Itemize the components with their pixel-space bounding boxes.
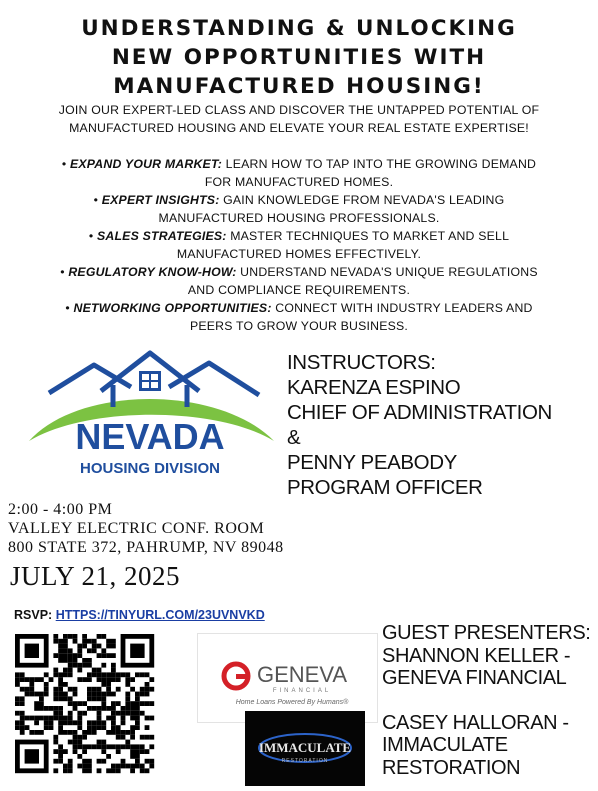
house-icon	[19, 345, 281, 490]
flyer-title	[0, 14, 598, 101]
title-line-2: NEW OPPORTUNITIES WITH	[111, 45, 487, 70]
logo-name: NEVADA	[75, 416, 225, 457]
geneva-sub: FINANCIAL	[272, 688, 332, 694]
bullet-text: CONNECT WITH INDUSTRY LEADERS AND	[275, 301, 533, 315]
rsvp-label: RSVP:	[14, 608, 53, 622]
qr-code[interactable]	[5, 628, 165, 780]
event-details	[8, 500, 284, 557]
bullet-text-cont: MANUFACTURED HOMES EFFECTIVELY.	[176, 247, 422, 261]
guest-line: RESTORATION	[382, 756, 521, 779]
nevada-housing-logo	[19, 345, 281, 490]
bullet-heading: SALES STRATEGIES:	[96, 229, 227, 243]
geneva-logo-icon	[198, 634, 377, 722]
bullet-text-cont: PEERS TO GROW YOUR BUSINESS.	[189, 319, 409, 333]
bullet-heading: EXPERT INSIGHTS:	[101, 193, 220, 207]
immaculate-logo-icon	[245, 711, 365, 786]
event-venue: VALLEY ELECTRIC CONF. ROOM	[8, 520, 265, 537]
immaculate-name: IMMACULATE	[258, 740, 352, 755]
bullet-item: • EXPAND YOUR MARKET: LEARN HOW TO TAP INTO THE GROWING DEMAND FOR MANUFACTURED HOMES.	[20, 155, 578, 191]
title-line-3: MANUFACTURED HOUSING!	[113, 74, 485, 99]
event-address: 800 STATE 372, PAHRUMP, NV 89048	[8, 539, 284, 556]
bullet-heading: REGULATORY KNOW-HOW:	[68, 265, 237, 279]
rsvp-link[interactable]: HTTPS://TINYURL.COM/23UVNVKD	[55, 608, 265, 622]
title-line-1: UNDERSTANDING & UNLOCKING	[81, 16, 517, 41]
bullet-text-cont: MANUFACTURED HOUSING PROFESSIONALS.	[158, 211, 440, 225]
event-date: JULY 21, 2025	[10, 561, 181, 591]
guests-heading: GUEST PRESENTERS:	[382, 622, 591, 644]
event-time: 2:00 - 4:00 PM	[8, 501, 113, 518]
rsvp	[14, 608, 265, 622]
immaculate-sub: RESTORATION	[281, 758, 329, 764]
logo-subtitle: HOUSING DIVISION	[79, 460, 221, 477]
bullet-item: • REGULATORY KNOW-HOW: UNDERSTAND NEVADA'S UNIQUE REGULATIONS AND COMPLIANCE REQUIREMENTS.	[20, 263, 578, 299]
ampersand: &	[287, 426, 301, 449]
qr-code-icon	[5, 628, 165, 780]
bullet-heading: EXPAND YOUR MARKET:	[69, 157, 223, 171]
intro-text	[20, 101, 578, 137]
geneva-name: GENEVA	[256, 662, 348, 687]
guest-line: SHANNON KELLER -	[382, 644, 571, 667]
bullet-text: MASTER TECHNIQUES TO MARKET AND SELL	[230, 229, 510, 243]
instructor-name: KARENZA ESPINO	[287, 376, 461, 399]
instructors-block	[287, 350, 552, 500]
intro-line-2: MANUFACTURED HOUSING AND ELEVATE YOUR REAL ESTATE EXPERTISE!	[69, 121, 529, 135]
spacer	[382, 690, 590, 712]
guest-line: IMMACULATE	[382, 734, 508, 756]
benefits-list	[20, 155, 578, 335]
immaculate-restoration-logo	[245, 711, 365, 786]
guest-line: CASEY HALLORAN -	[382, 711, 569, 734]
bullet-item: • EXPERT INSIGHTS: GAIN KNOWLEDGE FROM NEVADA'S LEADING MANUFACTURED HOUSING PROFESSIONALS.	[20, 191, 578, 227]
bullet-item: • SALES STRATEGIES: MASTER TECHNIQUES TO MARKET AND SELL MANUFACTURED HOMES EFFECTIVELY.	[20, 227, 578, 263]
guest-presenters	[382, 622, 590, 779]
bullet-item: • NETWORKING OPPORTUNITIES: CONNECT WITH INDUSTRY LEADERS AND PEERS TO GROW YOUR BUSINESS.	[20, 299, 578, 335]
bullet-text: GAIN KNOWLEDGE FROM NEVADA'S LEADING	[223, 193, 505, 207]
instructor-role: CHIEF OF ADMINISTRATION	[287, 401, 552, 424]
guest-line: GENEVA FINANCIAL	[382, 667, 567, 689]
bullet-text: LEARN HOW TO TAP INTO THE GROWING DEMAND	[225, 157, 537, 171]
bullet-heading: NETWORKING OPPORTUNITIES:	[73, 301, 272, 315]
instructors-heading: INSTRUCTORS:	[287, 351, 436, 374]
instructor-name: PENNY PEABODY	[287, 451, 457, 474]
instructor-role: PROGRAM OFFICER	[287, 476, 483, 499]
geneva-financial-logo	[197, 633, 378, 723]
bullet-text-cont: AND COMPLIANCE REQUIREMENTS.	[187, 283, 411, 297]
bullet-text: UNDERSTAND NEVADA'S UNIQUE REGULATIONS	[240, 265, 538, 279]
intro-line-1: JOIN OUR EXPERT-LED CLASS AND DISCOVER THE UNTAPPED POTENTIAL OF	[58, 103, 540, 117]
bullet-text-cont: FOR MANUFACTURED HOMES.	[204, 175, 394, 189]
geneva-tagline: Home Loans Powered By Humans®	[235, 699, 349, 706]
